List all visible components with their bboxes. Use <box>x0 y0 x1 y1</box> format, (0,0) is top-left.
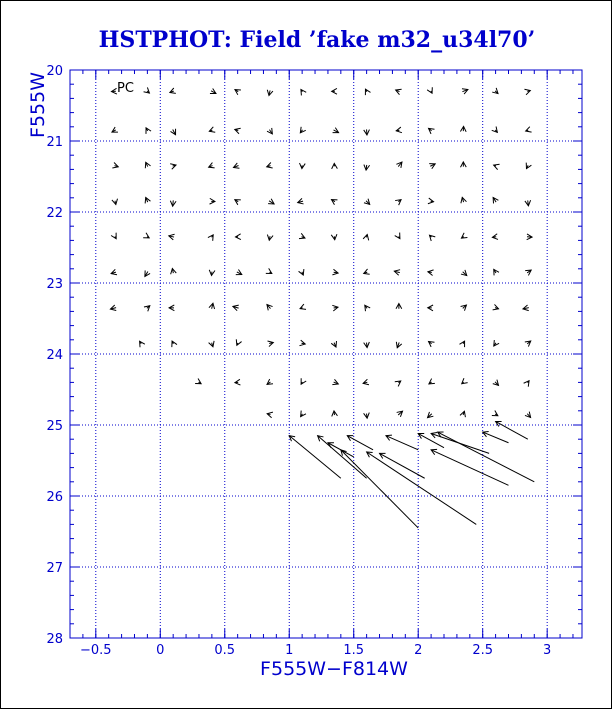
error-vector <box>301 378 306 384</box>
error-vector <box>429 379 435 384</box>
error-vector <box>462 378 468 384</box>
vector-head <box>364 269 370 274</box>
error-vector <box>331 234 337 240</box>
vector-head <box>146 128 151 134</box>
vector-head <box>460 341 465 347</box>
vector-head <box>427 87 432 93</box>
error-vector <box>461 233 467 238</box>
vector-head <box>493 197 498 203</box>
error-vector <box>170 88 176 93</box>
error-vector <box>363 235 369 241</box>
error-vector <box>428 412 434 418</box>
error-vector <box>492 234 498 240</box>
error-vector <box>145 162 150 168</box>
error-vector <box>209 303 215 309</box>
error-vector <box>460 411 465 417</box>
error-vector <box>429 128 435 133</box>
error-vector <box>333 128 339 133</box>
error-vector <box>170 164 176 170</box>
error-vector <box>144 87 150 93</box>
error-vector <box>493 197 498 203</box>
long-error-vector <box>347 436 373 450</box>
error-vector <box>427 87 432 93</box>
vector-head <box>235 200 241 205</box>
error-vector <box>460 341 465 347</box>
vector-head <box>111 269 117 274</box>
y-tick-label: 21 <box>46 135 63 150</box>
error-vector <box>267 90 273 96</box>
error-vector <box>493 380 499 386</box>
vector-head <box>525 270 531 275</box>
error-vector <box>492 411 498 416</box>
vector-head <box>526 127 532 132</box>
error-vector <box>299 340 305 346</box>
vector-head <box>395 200 401 205</box>
long-error-vector <box>483 431 509 442</box>
vector-head <box>266 268 272 273</box>
error-vector <box>300 163 306 168</box>
vector-head <box>363 235 369 241</box>
error-vector <box>170 200 176 206</box>
error-vector <box>268 199 274 204</box>
error-vector <box>364 129 370 135</box>
x-tick-label: 1.5 <box>343 643 365 658</box>
error-vector <box>112 127 118 132</box>
vector-shaft <box>328 443 354 457</box>
vector-head <box>267 412 273 418</box>
error-vector <box>428 305 433 311</box>
error-vector <box>429 341 435 346</box>
error-vector <box>267 379 273 384</box>
x-tick-label: 2.5 <box>472 643 494 658</box>
error-vector <box>266 268 272 273</box>
y-tick-label: 26 <box>46 490 63 505</box>
vector-head <box>208 235 213 241</box>
long-error-vector <box>289 436 341 479</box>
vector-head <box>493 304 499 309</box>
error-vector <box>364 165 370 171</box>
vector-head <box>236 234 241 240</box>
error-vector <box>461 305 467 311</box>
vector-head <box>170 164 176 170</box>
error-vector <box>233 163 239 168</box>
long-error-vector <box>341 450 418 528</box>
error-vector <box>429 164 435 169</box>
error-vector <box>396 127 402 133</box>
error-vector <box>169 234 175 240</box>
vector-head <box>235 128 241 134</box>
y-tick-label: 24 <box>46 348 63 363</box>
error-vector <box>428 198 434 204</box>
vector-head <box>395 381 401 386</box>
error-vector <box>331 341 336 347</box>
error-vector <box>235 128 241 134</box>
vector-head <box>461 197 467 203</box>
error-vector <box>395 233 400 239</box>
error-vector <box>331 200 337 205</box>
vector-head <box>112 163 118 168</box>
vector-shaft <box>483 432 509 443</box>
error-vector <box>209 270 215 276</box>
vector-head <box>494 269 499 275</box>
error-vector <box>524 381 529 387</box>
error-vector <box>460 126 466 131</box>
vector-head <box>363 379 369 385</box>
error-vector <box>171 129 176 135</box>
vector-head <box>524 89 530 95</box>
error-vector <box>140 341 145 347</box>
vector-head <box>267 128 272 134</box>
vector-head <box>140 341 145 347</box>
error-vector <box>233 305 239 311</box>
vector-head <box>365 305 370 311</box>
error-vector <box>300 127 305 133</box>
error-vector <box>494 340 499 346</box>
vector-head <box>429 379 435 384</box>
vector-head <box>267 163 273 168</box>
error-vector <box>492 88 498 94</box>
vector-layer <box>110 87 534 528</box>
x-tick-label: 2 <box>414 643 423 658</box>
error-vector <box>172 341 177 347</box>
long-error-vector <box>496 421 528 439</box>
vector-head <box>301 411 306 417</box>
error-vector <box>169 305 174 311</box>
long-error-vector <box>431 449 508 485</box>
vector-shaft <box>431 450 508 486</box>
error-vector <box>396 304 402 309</box>
vector-head <box>365 89 370 95</box>
vector-head <box>195 379 201 384</box>
vector-head <box>235 90 241 95</box>
error-vector <box>146 128 151 134</box>
error-vector <box>364 199 370 205</box>
x-tick-label: 1 <box>285 643 294 658</box>
error-vector <box>236 270 242 275</box>
error-vector <box>525 200 531 206</box>
vector-head <box>236 339 241 345</box>
y-tick-label: 23 <box>46 277 63 292</box>
vector-head <box>143 233 149 238</box>
error-vector <box>236 234 241 240</box>
vector-head <box>429 128 435 133</box>
error-vector <box>171 269 177 275</box>
vector-head <box>395 233 400 239</box>
vector-head <box>494 340 499 346</box>
vector-head <box>460 411 465 417</box>
error-vector <box>526 127 532 132</box>
error-vector <box>526 163 531 169</box>
error-vector <box>365 89 370 95</box>
error-vector <box>299 269 304 275</box>
vector-head <box>429 341 435 346</box>
vector-head <box>494 164 500 169</box>
error-vector <box>364 413 370 419</box>
error-vector <box>461 270 467 276</box>
vector-head <box>524 381 529 387</box>
vector-head <box>145 162 150 168</box>
error-vector <box>332 269 338 275</box>
vector-head <box>111 233 116 239</box>
error-vector <box>112 163 118 168</box>
vector-shaft <box>347 436 373 450</box>
vector-head <box>331 341 336 347</box>
error-vector <box>524 89 530 95</box>
error-vector <box>145 197 150 203</box>
error-vector <box>364 342 370 348</box>
error-vector <box>525 412 531 418</box>
error-vector <box>267 235 273 241</box>
error-vector <box>494 164 500 169</box>
error-vector <box>300 304 306 309</box>
vector-head <box>332 379 338 384</box>
vector-shaft <box>341 450 418 528</box>
error-vector <box>145 270 150 276</box>
error-vector <box>209 163 215 168</box>
tick-layer <box>46 64 582 658</box>
error-vector <box>209 341 214 347</box>
error-vector <box>267 163 273 168</box>
vector-head <box>209 163 215 168</box>
error-vector <box>332 411 338 417</box>
error-vector <box>301 89 306 95</box>
error-vector <box>210 88 216 93</box>
vector-head <box>492 411 498 416</box>
vector-shaft <box>438 432 535 482</box>
y-tick-label: 28 <box>46 632 63 647</box>
error-vector <box>267 128 272 134</box>
error-vector <box>460 162 466 167</box>
error-vector <box>523 305 529 311</box>
annotation-pc: PC <box>117 81 134 96</box>
x-tick-label: 0.5 <box>214 643 236 658</box>
vector-head <box>461 233 467 238</box>
error-vector <box>525 270 531 275</box>
error-vector <box>267 304 273 310</box>
error-vector <box>110 305 116 311</box>
vector-head <box>367 452 373 457</box>
error-vector <box>332 305 338 311</box>
error-vector <box>527 234 532 240</box>
error-vector <box>299 233 305 238</box>
error-vector <box>236 339 241 345</box>
error-vector <box>525 341 531 347</box>
error-vector <box>428 270 434 276</box>
vector-head <box>526 163 531 169</box>
error-vector <box>208 235 213 241</box>
long-error-vector <box>386 435 418 450</box>
y-tick-label: 27 <box>46 561 63 576</box>
error-vector <box>144 306 150 312</box>
error-vector <box>396 89 402 94</box>
vector-head <box>112 127 118 132</box>
y-tick-label: 22 <box>46 206 63 221</box>
vector-head <box>300 127 305 133</box>
error-vector <box>395 200 401 205</box>
error-vector <box>301 411 306 417</box>
error-vector <box>462 89 468 94</box>
vector-head <box>210 88 216 93</box>
long-error-vector <box>328 443 354 457</box>
error-vector <box>210 198 215 204</box>
y-tick-label: 25 <box>46 419 63 434</box>
grid-layer <box>70 70 582 638</box>
vector-head <box>301 89 306 95</box>
error-vector <box>363 379 369 385</box>
error-vector <box>396 162 402 168</box>
error-vector <box>396 342 401 348</box>
error-vector <box>235 90 241 95</box>
vector-head <box>268 341 274 347</box>
vector-head <box>429 164 435 169</box>
error-vector <box>111 233 116 239</box>
long-error-vector <box>438 432 535 482</box>
error-vector <box>332 88 337 94</box>
error-vector <box>235 200 241 205</box>
vector-head <box>170 88 176 93</box>
error-vector <box>267 412 273 418</box>
vector-shaft <box>289 436 341 479</box>
vector-head <box>145 197 150 203</box>
x-tick-label: 3 <box>543 643 552 658</box>
error-vector <box>395 381 401 386</box>
vector-head <box>299 269 304 275</box>
y-tick-label: 20 <box>46 64 63 79</box>
error-vector <box>298 198 304 204</box>
vector-head <box>172 341 177 347</box>
x-axis-label: F555W−F814W <box>260 658 408 680</box>
error-vector <box>394 270 400 276</box>
error-vector <box>492 127 498 133</box>
error-vector <box>365 305 370 311</box>
error-vector <box>195 379 201 384</box>
vector-head <box>301 378 306 384</box>
x-tick-label: −0.5 <box>80 643 112 658</box>
error-vector <box>332 163 338 168</box>
chart-title: HSTPHOT: Field ’fake m32_u34l70’ <box>98 27 536 53</box>
vector-head <box>209 127 215 132</box>
error-vector <box>143 233 149 238</box>
error-vector <box>364 269 370 274</box>
error-vector <box>332 379 338 384</box>
vector-head <box>233 163 239 168</box>
error-vector <box>430 235 436 241</box>
error-vector <box>494 269 499 275</box>
vector-head <box>300 304 306 309</box>
vector-head <box>299 233 305 238</box>
vector-head <box>331 200 337 205</box>
x-tick-label: 0 <box>156 643 165 658</box>
error-vector <box>268 341 274 347</box>
error-vector <box>112 199 118 205</box>
y-axis-label: F555W <box>27 72 49 138</box>
vector-head <box>209 341 214 347</box>
vector-head <box>396 89 402 94</box>
vector-head <box>236 270 242 275</box>
error-vector <box>235 379 241 385</box>
error-vector <box>111 269 117 274</box>
vector-shaft <box>386 436 418 450</box>
error-vector <box>461 197 467 203</box>
error-vector <box>397 411 403 417</box>
error-vector <box>493 304 499 309</box>
vector-shaft <box>496 421 528 439</box>
error-vector <box>209 127 215 132</box>
